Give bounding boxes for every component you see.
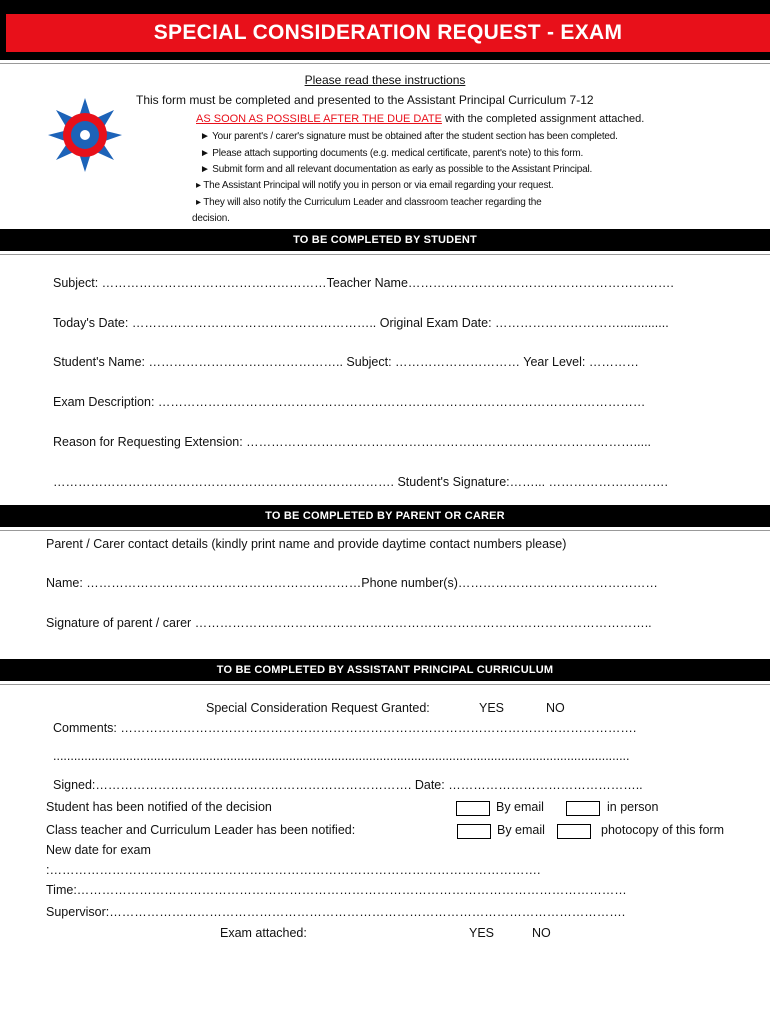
by-email-label: By email <box>496 800 544 814</box>
deadline-rest: with the completed assignment attached. <box>441 113 645 125</box>
subject-teacher-field[interactable]: Subject: ………………………………………………Teacher Name………………………………………………………. <box>53 276 674 290</box>
in-person-label: in person <box>607 800 659 814</box>
photocopy-label: photocopy of this form <box>601 823 724 837</box>
instruction-bullet: ► Your parent's / carer's signature must be obtained after the student section has been completed. <box>200 131 618 142</box>
by-email-checkbox[interactable] <box>456 801 490 816</box>
by-email-label-2: By email <box>497 823 545 837</box>
ap-section-bar: TO BE COMPLETED BY ASSISTANT PRINCIPAL CURRICULUM <box>0 659 770 681</box>
by-email-checkbox-2[interactable] <box>457 824 491 839</box>
reason-field[interactable]: Reason for Requesting Extension: …………………………………………………………………………………..... <box>53 435 652 449</box>
instruction-bullet: ► Please attach supporting documents (e.g. medical certificate, parent's note) to this form. <box>200 148 584 159</box>
signed-date-field[interactable]: Signed:…………………………………………………………………. Date: ……………………………………….. <box>53 778 643 792</box>
student-notified-label: Student has been notified of the decision <box>46 800 272 814</box>
teacher-notified-label: Class teacher and Curriculum Leader has been notified: <box>46 823 356 837</box>
new-date-field[interactable]: :………………………………………………………………………………………………………. <box>46 863 541 877</box>
divider <box>0 63 770 64</box>
time-field[interactable]: Time:…………………………………………………………………………………………………………………… <box>46 883 627 897</box>
divider <box>0 530 770 531</box>
granted-yes[interactable]: YES <box>479 701 505 715</box>
instructions-heading: Please read these instructions <box>304 73 466 87</box>
exam-attached-yes[interactable]: YES <box>469 926 495 940</box>
instruction-bullet: ▸ The Assistant Principal will notify you in person or via email regarding your request. <box>196 180 554 191</box>
instructions-deadline <box>196 113 644 125</box>
parent-name-field[interactable]: Name: …………………………………………………………Phone number(s)………………………………………… <box>46 576 658 590</box>
school-logo <box>48 98 122 172</box>
photocopy-checkbox[interactable] <box>557 824 591 839</box>
page-title: SPECIAL CONSIDERATION REQUEST - EXAM <box>6 14 770 52</box>
new-date-label: New date for exam <box>46 843 151 857</box>
exam-description-field[interactable]: Exam Description: ……………………………………………………………………………………………………… <box>53 395 646 409</box>
instruction-bullet: ► Submit form and all relevant documentation as early as possible to the Assistant Principal. <box>200 164 593 175</box>
student-name-field[interactable]: Student's Name: ……………………………………….. Subject: ………………………… Year Level: ………… <box>53 355 639 369</box>
comments-field[interactable]: Comments: ……………………………………………………………………………………………………………. <box>53 721 637 735</box>
date-field[interactable]: Today's Date: ………………………………………………….. Original Exam Date: ………………………….............. <box>53 316 669 330</box>
parent-signature-field[interactable]: Signature of parent / carer ……………………………………………………………………………………………….. <box>46 616 652 630</box>
supervisor-field[interactable]: Supervisor:……………………………………………………………………………………………………………. <box>46 905 626 919</box>
granted-no[interactable]: NO <box>546 701 565 715</box>
parent-intro: Parent / Carer contact details (kindly print name and provide daytime contact numbers please) <box>46 537 567 551</box>
student-section-bar: TO BE COMPLETED BY STUDENT <box>0 229 770 251</box>
instructions-line: This form must be completed and presented to the Assistant Principal Curriculum 7-12 <box>136 93 594 107</box>
exam-attached-label: Exam attached: <box>220 926 307 940</box>
deadline-text: AS SOON AS POSSIBLE AFTER THE DUE DATE <box>196 113 442 125</box>
comments-line[interactable]: ...................................................................................................................................................................... <box>53 749 630 763</box>
exam-attached-no[interactable]: NO <box>532 926 551 940</box>
granted-label: Special Consideration Request Granted: <box>206 701 430 715</box>
student-signature-field[interactable]: ………………………………………………………………………. Student's Signature:……... ……………….………. <box>53 475 668 489</box>
parent-section-bar: TO BE COMPLETED BY PARENT OR CARER <box>0 505 770 527</box>
in-person-checkbox[interactable] <box>566 801 600 816</box>
instruction-bullet: ▸ They will also notify the Curriculum Leader and classroom teacher regarding the <box>196 197 542 208</box>
divider <box>0 684 770 685</box>
divider <box>0 254 770 255</box>
instruction-bullet: decision. <box>192 213 230 224</box>
